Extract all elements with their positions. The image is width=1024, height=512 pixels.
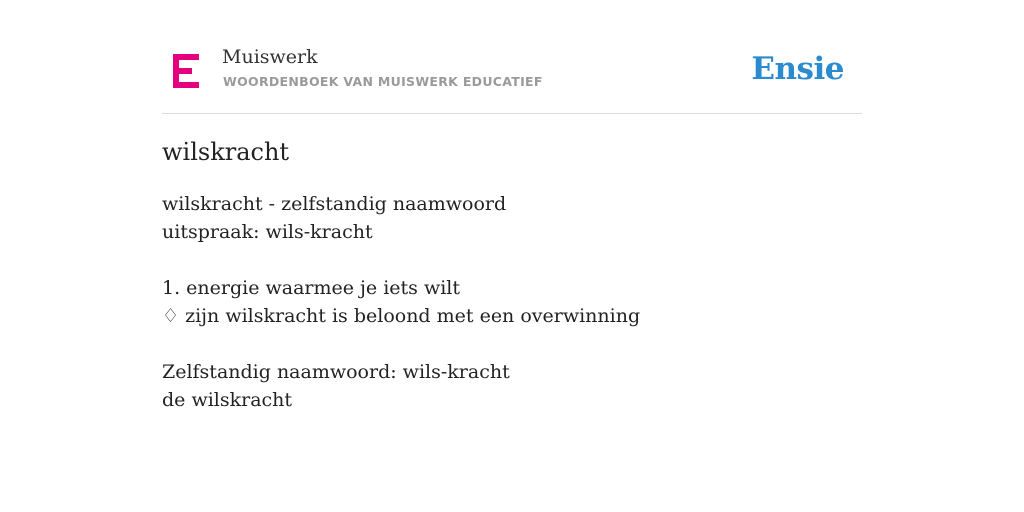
entry-title: wilskracht bbox=[162, 138, 290, 166]
definition-line: 1. energie waarmee je iets wilt bbox=[162, 277, 461, 299]
definition-line: wilskracht - zelfstandig naamwoord bbox=[162, 193, 507, 215]
definition-line bbox=[162, 246, 640, 274]
ensie-logo-link[interactable]: Ensie bbox=[751, 51, 844, 87]
definition-line: de wilskracht bbox=[162, 389, 293, 411]
definition-line bbox=[162, 330, 640, 358]
definition-line: uitspraak: wils-kracht bbox=[162, 221, 373, 243]
definition-line: Zelfstandig naamwoord: wils-kracht bbox=[162, 361, 510, 383]
definition-line: ♢ zijn wilskracht is beloond met een overwinning bbox=[162, 305, 641, 327]
muiswerk-e-icon[interactable] bbox=[173, 54, 199, 88]
definition-body bbox=[162, 190, 640, 414]
brand-name[interactable]: Muiswerk bbox=[222, 46, 318, 68]
header bbox=[162, 40, 862, 114]
brand-subtitle: WOORDENBOEK VAN MUISWERK EDUCATIEF bbox=[223, 74, 543, 89]
